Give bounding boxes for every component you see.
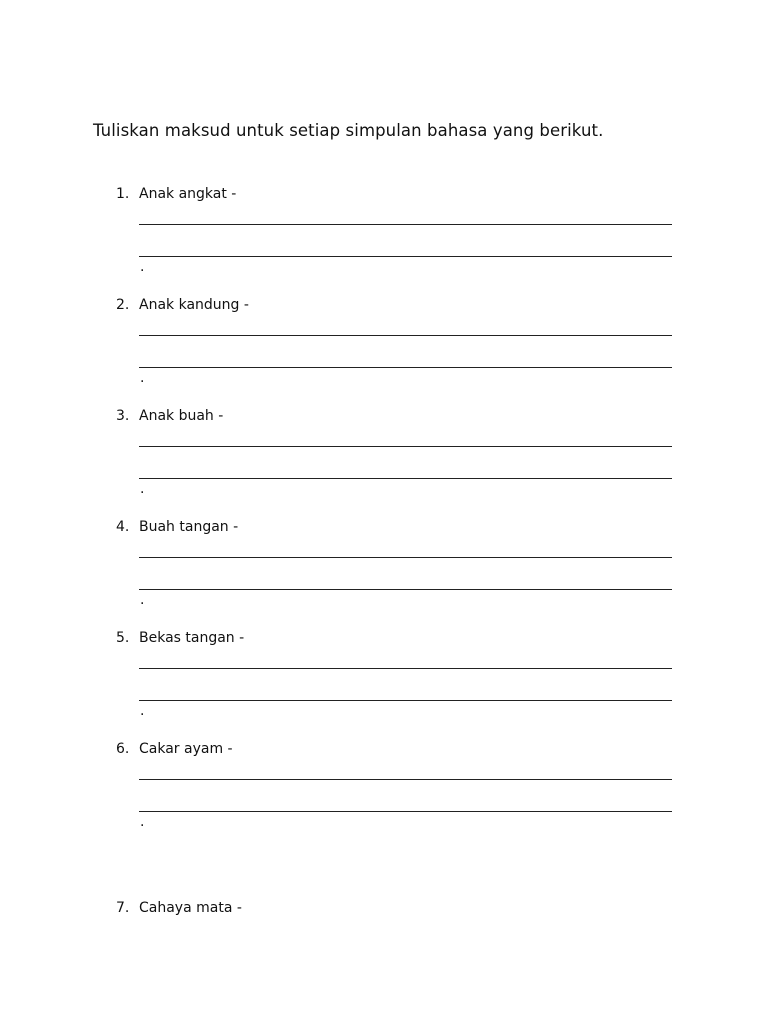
question-term: Buah tangan - bbox=[139, 519, 239, 535]
answer-line[interactable] bbox=[139, 446, 672, 447]
answer-line[interactable] bbox=[139, 335, 672, 336]
question-number: 1. bbox=[116, 186, 130, 202]
question-number: 2. bbox=[116, 297, 130, 313]
end-mark: . bbox=[140, 814, 145, 830]
end-mark: . bbox=[140, 481, 145, 497]
question-term: Anak angkat - bbox=[139, 186, 237, 202]
end-mark: . bbox=[140, 592, 145, 608]
answer-line[interactable] bbox=[139, 700, 672, 701]
question-number: 4. bbox=[116, 519, 130, 535]
question-term: Anak buah - bbox=[139, 408, 224, 424]
end-mark: . bbox=[140, 259, 145, 275]
answer-line[interactable] bbox=[139, 811, 672, 812]
question-number: 6. bbox=[116, 741, 130, 757]
answer-line[interactable] bbox=[139, 478, 672, 479]
answer-line[interactable] bbox=[139, 367, 672, 368]
end-mark: . bbox=[140, 703, 145, 719]
answer-line[interactable] bbox=[139, 557, 672, 558]
question-term: Anak kandung - bbox=[139, 297, 249, 313]
question-term: Bekas tangan - bbox=[139, 630, 245, 646]
question-number: 5. bbox=[116, 630, 130, 646]
question-number: 3. bbox=[116, 408, 130, 424]
answer-line[interactable] bbox=[139, 256, 672, 257]
question-number: 7. bbox=[116, 900, 130, 916]
question-term: Cahaya mata - bbox=[139, 900, 242, 916]
answer-line[interactable] bbox=[139, 779, 672, 780]
answer-line[interactable] bbox=[139, 224, 672, 225]
answer-line[interactable] bbox=[139, 668, 672, 669]
end-mark: . bbox=[140, 370, 145, 386]
answer-line[interactable] bbox=[139, 589, 672, 590]
worksheet-instruction: Tuliskan maksud untuk setiap simpulan bahasa yang berikut. bbox=[93, 121, 604, 140]
question-term: Cakar ayam - bbox=[139, 741, 233, 757]
